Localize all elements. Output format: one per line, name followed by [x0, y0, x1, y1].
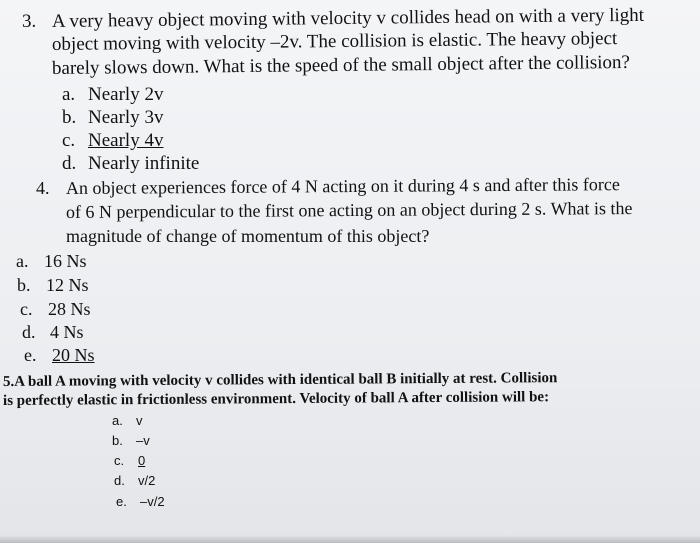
option-text: 28 Ns — [48, 299, 91, 319]
option-letter: c. — [20, 299, 33, 319]
option-letter: a. — [62, 84, 76, 105]
question-text-line: An object experiences force of 4 N acting on it during 4 s and after this force — [65, 174, 620, 198]
option-text-underlined: 20 Ns — [52, 345, 95, 365]
option-letter: a. — [112, 413, 123, 428]
option-letter: d. — [22, 322, 36, 342]
question-number: 4. — [36, 178, 50, 198]
option-text: 16 Ns — [44, 251, 87, 271]
option-letter: e. — [24, 345, 37, 365]
question-number: 3. — [22, 11, 37, 32]
question-text-line: 5.A ball A moving with velocity v collides with identical ball B initially at rest. Collision — [2, 370, 558, 390]
option-text: –v — [136, 433, 150, 448]
option-text: –v/2 — [140, 494, 165, 509]
question-text-line: object moving with velocity –2v. The collision is elastic. The heavy object — [51, 28, 618, 55]
option-text-underlined: 0 — [138, 453, 146, 468]
question-text-line: is perfectly elastic in frictionless environment. Velocity of ball A after collision will be: — [2, 389, 550, 409]
option-text: v — [136, 413, 143, 428]
option-letter: b. — [112, 433, 123, 448]
option-letter: c. — [114, 453, 125, 468]
page-bottom-shadow — [0, 535, 700, 543]
option-text: Nearly 3v — [88, 107, 164, 128]
question-text-line: of 6 N perpendicular to the first one acting on an object during 2 s. What is the — [65, 198, 633, 222]
option-letter: d. — [62, 153, 77, 174]
question-text-line: magnitude of change of momentum of this object? — [66, 226, 430, 246]
option-text-underlined: Nearly 4v — [88, 130, 164, 151]
option-letter: b. — [17, 275, 31, 295]
option-text: v/2 — [138, 473, 156, 488]
option-letter: d. — [114, 473, 125, 488]
option-letter: b. — [62, 107, 77, 128]
option-letter: c. — [62, 130, 76, 151]
option-letter: e. — [116, 494, 127, 509]
option-text: Nearly infinite — [88, 153, 200, 174]
option-letter: a. — [16, 251, 29, 271]
question-text-line: barely slows down. What is the speed of the small object after the collision? — [51, 51, 631, 79]
question-text-line: A very heavy object moving with velocity v collides head on with a very light — [51, 4, 645, 32]
option-text: Nearly 2v — [88, 84, 164, 105]
option-text: 12 Ns — [46, 275, 89, 295]
option-text: 4 Ns — [50, 322, 84, 342]
